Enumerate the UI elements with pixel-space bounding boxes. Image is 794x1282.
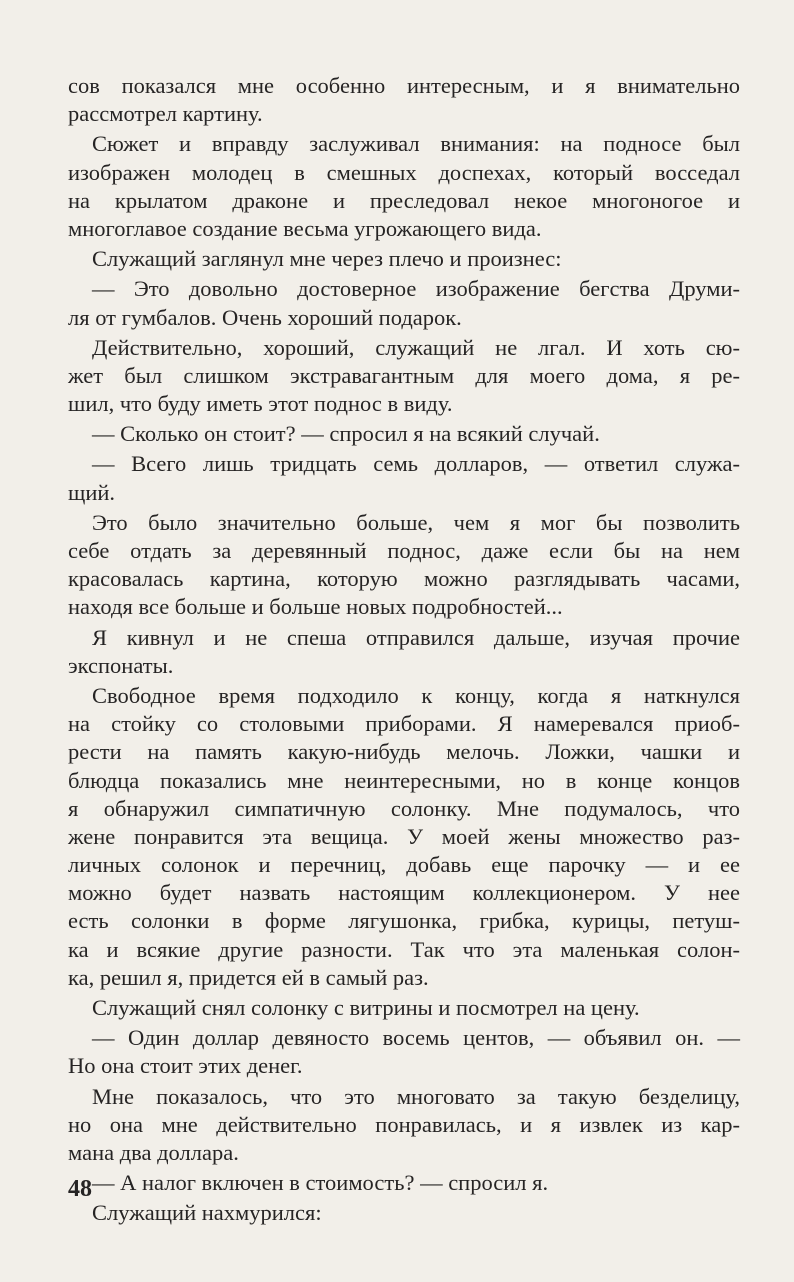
text-line: личных солонок и перечниц, добавь еще парочку — и ее: [68, 852, 740, 878]
text-line: блюдца показались мне неинтересными, но в конце концов: [68, 767, 740, 793]
text-line: шил, что буду иметь этот поднос в виду.: [68, 391, 453, 417]
paragraph: [68, 245, 740, 273]
text-line: ка и всякие другие разности. Так что эта маленькая солон-: [68, 936, 740, 962]
paragraph: [68, 130, 740, 243]
text-line: но она мне действительно понравилась, и я извлек из кар-: [68, 1111, 740, 1137]
text-line: есть солонки в форме лягушонка, грибка, курицы, петуш-: [68, 908, 740, 934]
text-line: Но она стоит этих денег.: [68, 1053, 303, 1079]
text-line: сов показался мне особенно интересным, и я внимательно: [68, 73, 740, 98]
text-line: жет был слишком экстравагантным для моего дома, я ре-: [68, 362, 740, 388]
paragraph: [68, 1083, 740, 1168]
text-line: — Сколько он стоит? — спросил я на всякий случай.: [92, 421, 600, 447]
text-line: Служащий снял солонку с витрины и посмотрел на цену.: [92, 995, 640, 1020]
paragraph: [68, 994, 740, 1022]
paragraph: [68, 1169, 740, 1197]
text-line: — А налог включен в стоимость? — спросил я.: [92, 1170, 549, 1196]
paragraph: [68, 72, 740, 128]
text-line: Служащий нахмурился:: [92, 1200, 322, 1226]
text-line: рести на память какую-нибудь мелочь. Ложки, чашки и: [68, 739, 740, 765]
paragraph: [68, 509, 740, 622]
paragraph: [68, 1199, 740, 1227]
text-line: Действительно, хороший, служащий не лгал. И хоть сю-: [92, 334, 740, 360]
text-line: — Всего лишь тридцать семь долларов, — ответил служа-: [92, 451, 740, 477]
paragraph: [68, 682, 740, 992]
text-line: Я кивнул и не спеша отправился дальше, изучая прочие: [92, 624, 740, 650]
paragraph: [68, 334, 740, 419]
text-line: на крылатом драконе и преследовал некое многоногое и: [68, 187, 740, 213]
paragraph: [68, 275, 740, 331]
page-number: 48: [68, 1176, 92, 1202]
text-line: щий.: [68, 479, 116, 505]
text-line: Это было значительно больше, чем я мог бы позволить: [92, 509, 740, 535]
paragraph: [68, 450, 740, 506]
text-line: Мне показалось, что это многовато за такую безделицу,: [92, 1083, 740, 1109]
text-line: Служащий заглянул мне через плечо и произнес:: [92, 246, 562, 272]
text-line: жене понравится эта вещица. У моей жены множество раз-: [68, 823, 740, 849]
text-line: ка, решил я, придется ей в самый раз.: [68, 964, 429, 990]
text-line: многоглавое создание весьма угрожающего вида.: [68, 215, 542, 241]
text-line: можно будет назвать настоящим коллекционером. У нее: [68, 880, 740, 906]
text-line: красовалась картина, которую можно разглядывать часами,: [68, 566, 740, 592]
text-line: изображен молодец в смешных доспехах, который восседал: [68, 159, 740, 185]
paragraph: [68, 624, 740, 680]
paragraph: [68, 420, 740, 448]
paragraph: [68, 1024, 740, 1080]
text-line: Свободное время подходило к концу, когда я наткнулся: [92, 682, 740, 708]
text-line: находя все больше и больше новых подробностей...: [68, 594, 563, 620]
text-line: ля от гумбалов. Очень хороший подарок.: [68, 304, 462, 330]
text-line: экспонаты.: [68, 652, 174, 678]
text-line: мана два доллара.: [68, 1139, 239, 1165]
text-line: рассмотрел картину.: [68, 101, 263, 127]
text-line: — Один доллар девяносто восемь центов, — объявил он. —: [92, 1025, 740, 1051]
text-line: — Это довольно достоверное изображение бегства Друми-: [92, 276, 740, 302]
text-line: себе отдать за деревянный поднос, даже если бы на нем: [68, 538, 740, 563]
book-page-text: [68, 72, 740, 1230]
text-line: на стойку со столовыми приборами. Я намеревался приоб-: [68, 711, 740, 737]
text-line: Сюжет и вправду заслуживал внимания: на подносе был: [92, 131, 740, 157]
text-line: я обнаружил симпатичную солонку. Мне подумалось, что: [68, 795, 740, 821]
